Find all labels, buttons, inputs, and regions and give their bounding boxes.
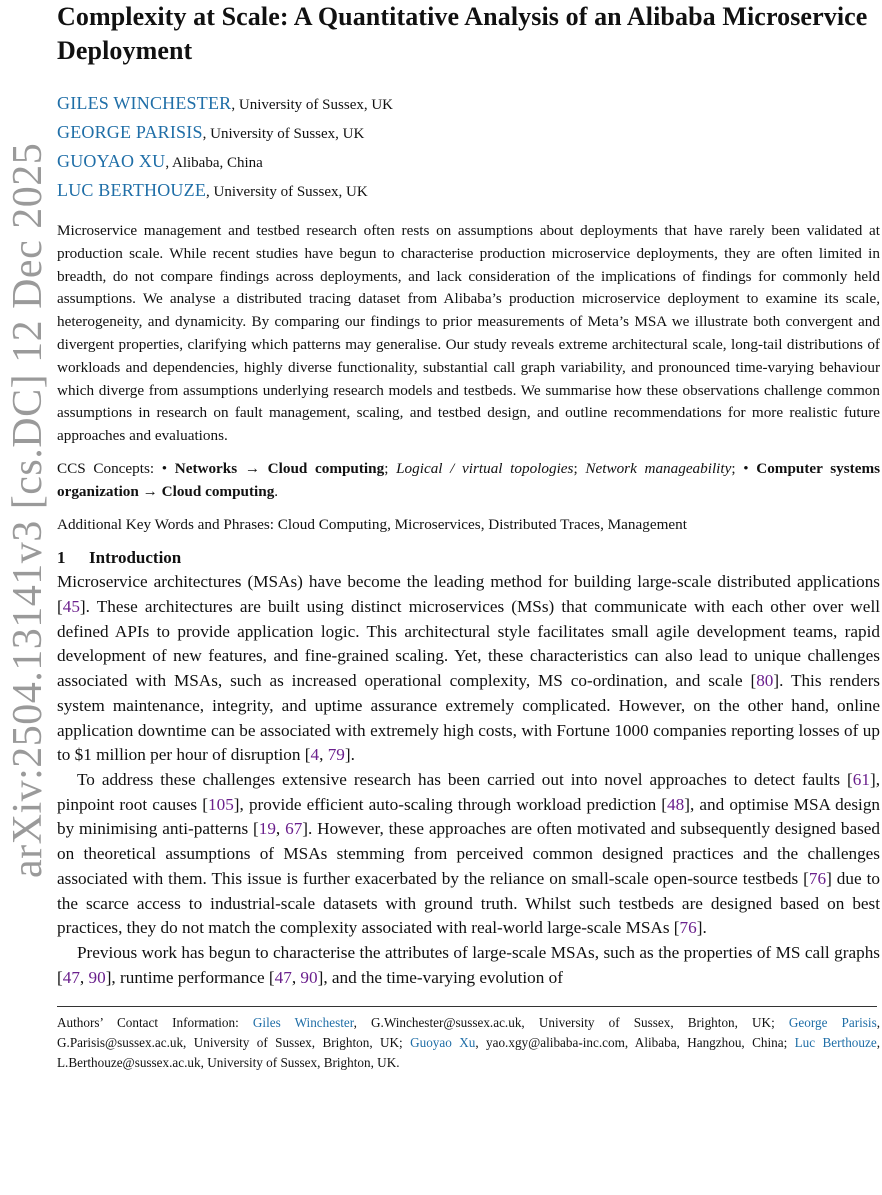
body-paragraph <box>57 768 880 941</box>
author-entry: LUC BERTHOUZE, University of Sussex, UK <box>57 180 368 200</box>
ccs-separator: ; • <box>731 459 749 477</box>
citation-link[interactable]: 67 <box>285 819 303 839</box>
ccs-separator: ; <box>384 459 389 477</box>
text-run: ]. These architectures are built using distinct microservices (MSs) that communicate with each other over well defined APIs to provide application logic. This architectural style facilitates small agile development teams, rapid development of new features, and fine-grained scaling. Yet, these characteristics can also lead to unique challenges associated with MSAs, such as increased operational complexity, MS co-ordination, and scale [ <box>57 597 880 691</box>
text-run: , <box>319 745 328 765</box>
author-name: GILES WINCHESTER <box>57 93 232 113</box>
author-affiliation: Alibaba, China <box>172 155 263 171</box>
section-heading <box>57 546 880 570</box>
contact-footnote <box>57 1013 880 1072</box>
text-run: Microservice architectures (MSAs) have become the leading method for building large-scale distributed applications [ <box>57 572 880 617</box>
ccs-label: CCS Concepts: • <box>57 459 168 477</box>
author-name: GEORGE PARISIS <box>57 122 203 142</box>
paper-content <box>57 0 880 1072</box>
ccs-arrow: → <box>142 482 158 500</box>
author-entry: GILES WINCHESTER, University of Sussex, UK <box>57 93 394 113</box>
ccs-term: Networks <box>174 459 238 477</box>
text-run: ]. <box>696 918 707 938</box>
author-name: LUC BERTHOUZE <box>57 180 207 200</box>
text-run: ]. This renders system maintenance, integrity, and uptime assurance extremely complicated. However, on the other hand, online application downtime can be associated with extremely high costs, with Fortune 1000 companies reporting losses of up to $1 million per hour of disruption [ <box>57 671 880 765</box>
citation-link[interactable]: 90 <box>300 967 318 987</box>
author-link[interactable]: Luc Berthouze <box>794 1034 877 1050</box>
author-name: GUOYAO XU <box>57 151 166 171</box>
author-link[interactable]: Guoyao Xu <box>410 1034 476 1050</box>
text-run: , <box>79 967 89 987</box>
text-run: ], provide efficient auto-scaling through workload prediction [ <box>233 794 668 814</box>
author-affiliation: University of Sussex, UK <box>213 184 368 200</box>
author-entry: GUOYAO XU, Alibaba, China <box>57 151 263 171</box>
citation-link[interactable]: 61 <box>852 769 870 789</box>
ccs-term: Computer systems organization <box>57 459 881 500</box>
paper-title: Complexity at Scale: A Quantitative Analysis of an Alibaba Microservice Deployment <box>57 2 868 65</box>
text-run: , yao.xgy@alibaba-inc.com, Alibaba, Hangzhou, China; <box>475 1034 795 1050</box>
text-run: , L.Berthouze@sussex.ac.uk, University of Sussex, Brighton, UK. <box>57 1034 880 1070</box>
citation-link[interactable]: 79 <box>327 745 345 765</box>
citation-link[interactable]: 47 <box>274 967 292 987</box>
author-link[interactable]: Giles Winchester <box>252 1015 354 1031</box>
ccs-term: Network manageability <box>585 459 732 477</box>
ccs-term: Cloud computing <box>161 482 275 500</box>
citation-link[interactable]: 90 <box>88 967 106 987</box>
text-run: Authors’ Contact Information: <box>57 1015 253 1031</box>
body-paragraph <box>57 570 880 768</box>
citation-link[interactable]: 45 <box>62 597 80 617</box>
text-run: ], pinpoint root causes [ <box>57 769 880 814</box>
citation-link[interactable]: 4 <box>310 745 320 765</box>
author-entry: GEORGE PARISIS, University of Sussex, UK <box>57 122 365 142</box>
citation-link[interactable]: 19 <box>258 819 276 839</box>
footnote-divider <box>57 1006 877 1007</box>
author-affiliation: University of Sussex, UK <box>238 97 394 113</box>
citation-link[interactable]: 76 <box>808 868 827 888</box>
ccs-separator: ; <box>573 459 578 477</box>
text-run: ], and the time-varying evolution of <box>317 967 563 987</box>
citation-link[interactable]: 80 <box>756 671 774 691</box>
text-run: ], and optimise MSA design by minimising anti-patterns [ <box>57 794 881 839</box>
text-run: Previous work has begun to characterise the attributes of large-scale MSAs, such as the properties of MS call graphs [ <box>57 942 880 987</box>
citation-link[interactable]: 48 <box>667 794 685 814</box>
text-run: , <box>275 819 286 839</box>
author-link[interactable]: George Parisis <box>788 1015 877 1031</box>
text-run: ]. <box>344 745 355 765</box>
ccs-arrow: → <box>244 459 261 477</box>
text-run: , G.Winchester@sussex.ac.uk, University of Sussex, Brighton, UK; <box>353 1015 789 1031</box>
citation-link[interactable]: 105 <box>208 794 234 814</box>
keywords: Additional Key Words and Phrases: Cloud Computing, Microservices, Distributed Traces, Management <box>57 515 687 533</box>
ccs-term: Cloud computing <box>267 459 385 477</box>
arxiv-stamp: arXiv:2504.13141v3 [cs.DC] 12 Dec 2025 <box>5 142 51 878</box>
text-run: , <box>291 967 301 987</box>
text-run: ], runtime performance [ <box>105 967 275 987</box>
ccs-end: . <box>274 482 279 500</box>
author-list <box>57 90 880 206</box>
citation-link[interactable]: 76 <box>679 918 697 938</box>
section-number: 1 <box>57 548 66 568</box>
abstract: Microservice management and testbed research often rests on assumptions about deployments that have rarely been validated at production scale. While recent studies have begun to characterise production microservice deployments, they are often limited in breadth, do not compare findings across deployments, and lack consideration of the implications of findings for commonly held assumptions. We analyse a distributed tracing dataset from Alibaba’s production microservice deployment to examine its scale, heterogeneity, and dynamicity. By comparing our findings to prior measurements of Meta’s MSA we illustrate both convergent and divergent properties, clarifying which patterns may generalise. Our study reveals extreme architectural scale, long-tail distributions of workloads and dependencies, highly diverse functionality, substantial call graph variability, and pronounced time-varying behaviour which diverge from assumptions underlying research models and testbeds. We summarise how these observations challenge common assumptions in research on fault management, scaling, and testbed design, and outline recommendations for more realistic future approaches and evaluations. <box>57 222 880 445</box>
text-run: ]. However, these approaches are often motivated and subsequently designed based on theoretical assumptions of MSAs stemming from perceived common designed practices and the challenges associated with them. This issue is further exacerbated by the reliance on small-scale open-source testbeds [ <box>57 819 881 888</box>
author-affiliation: University of Sussex, UK <box>210 126 365 142</box>
body-paragraph <box>57 941 880 990</box>
section-title: Introduction <box>89 548 182 568</box>
text-run: , G.Parisis@sussex.ac.uk, University of Sussex, Brighton, UK; <box>57 1015 881 1050</box>
ccs-concepts <box>57 458 880 504</box>
text-run: ] due to the scarce access to industrial-scale datasets with ground truth. Whilst such testbeds are designed based on best practices, they do not match the complexity associated with real-world large-scale MSAs [ <box>57 868 880 938</box>
text-run: To address these challenges extensive research has been carried out into novel approaches to detect faults [ <box>77 769 853 789</box>
ccs-term: Logical / virtual topologies <box>396 459 574 477</box>
citation-link[interactable]: 47 <box>62 967 80 987</box>
